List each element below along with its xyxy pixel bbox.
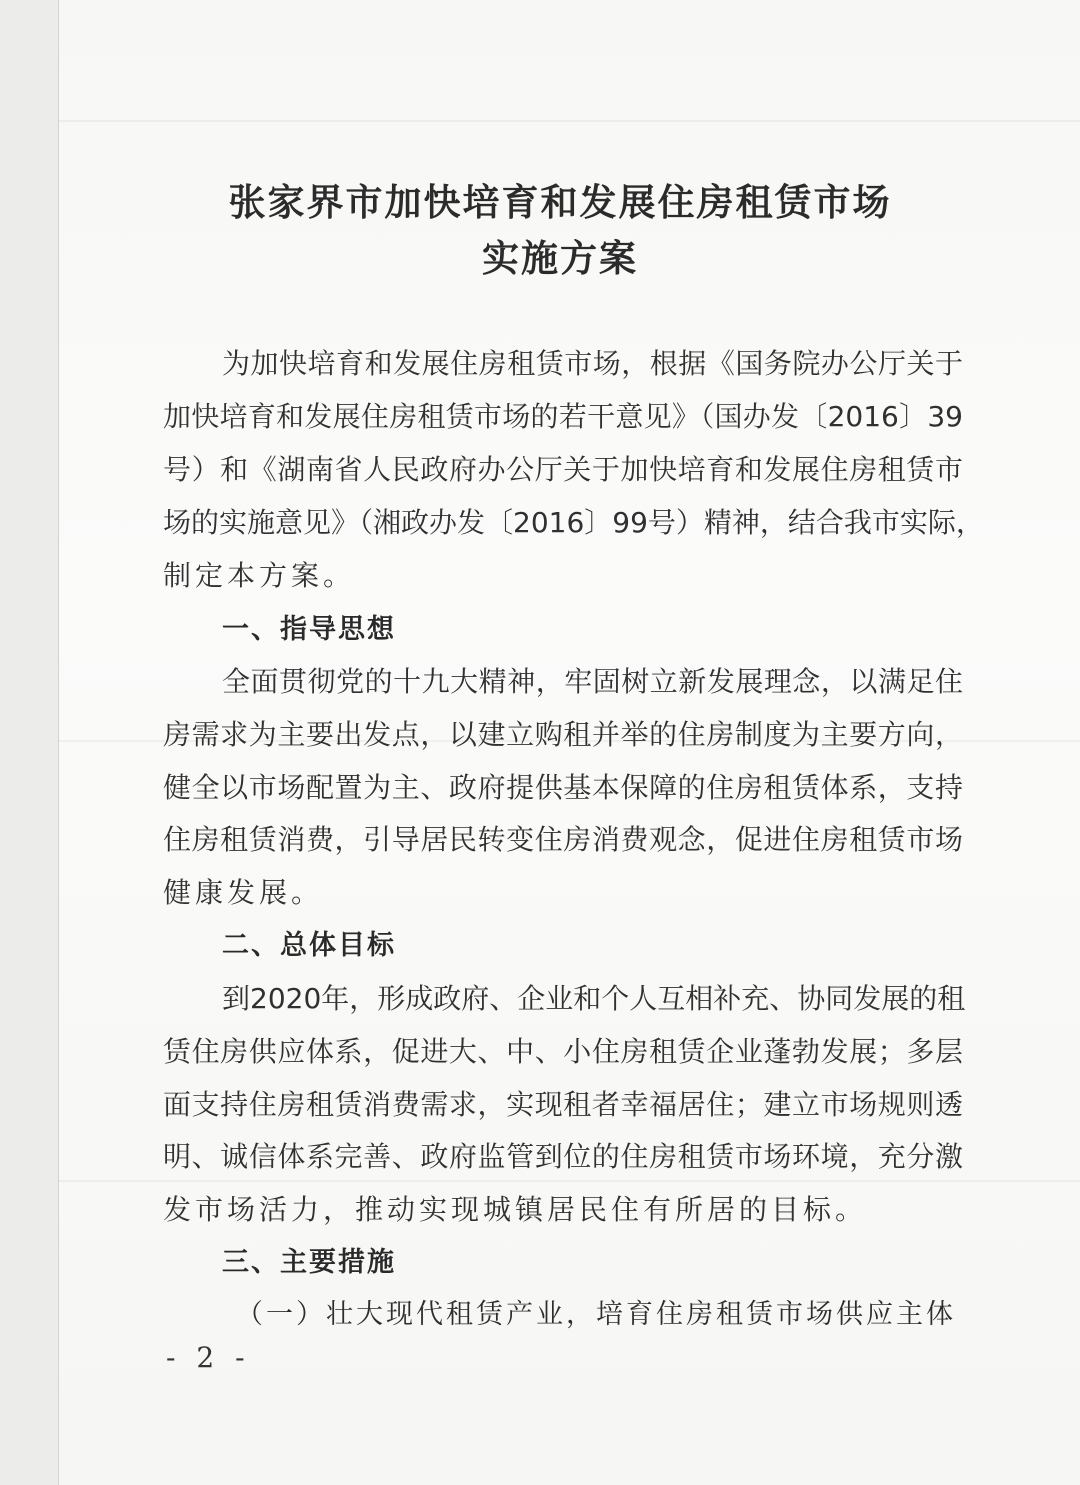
intro-line: 制定本方案。 bbox=[163, 559, 356, 592]
section2-line: 发市场活力，推动实现城镇居民住有所居的目标。 bbox=[163, 1193, 868, 1226]
subsection-heading: （一）壮大现代租赁产业，培育住房租赁市场供应主体 bbox=[236, 1299, 956, 1330]
section-heading-main-measures: 三、主要措施 bbox=[222, 1247, 396, 1278]
paper-crease bbox=[58, 1180, 1080, 1182]
section-heading-overall-goal: 二、总体目标 bbox=[222, 930, 396, 961]
page-binding-edge bbox=[0, 0, 59, 1485]
page-number: - 2 - bbox=[166, 1341, 251, 1374]
section2-line: 到2020年，形成政府、企业和个人互相补充、协同发展的租 bbox=[222, 982, 966, 1015]
section1-line: 住房租赁消费，引导居民转变住房消费观念，促进住房租赁市场 bbox=[163, 823, 963, 856]
section2-line: 赁住房供应体系，促进大、中、小住房租赁企业蓬勃发展；多层 bbox=[163, 1035, 963, 1068]
intro-line: 场的实施意见》（湘政办发〔2016〕99号）精神，结合我市实际， bbox=[163, 506, 984, 539]
intro-line: 加快培育和发展住房租赁市场的若干意见》（国办发〔2016〕39 bbox=[163, 400, 963, 433]
intro-line: 为加快培育和发展住房租赁市场，根据《国务院办公厅关于 bbox=[222, 347, 963, 380]
document-title-line-2: 实施方案 bbox=[482, 236, 638, 280]
section1-line: 房需求为主要出发点，以建立购租并举的住房制度为主要方向， bbox=[163, 718, 963, 751]
section1-line: 全面贯彻党的十九大精神，牢固树立新发展理念，以满足住 bbox=[222, 665, 963, 698]
section1-line: 健康发展。 bbox=[163, 876, 324, 909]
intro-line: 号）和《湖南省人民政府办公厅关于加快培育和发展住房租赁市 bbox=[163, 453, 963, 486]
section2-line: 明、诚信体系完善、政府监管到位的住房租赁市场环境，充分激 bbox=[163, 1140, 963, 1173]
section-heading-guiding-thought: 一、指导思想 bbox=[222, 614, 396, 645]
section2-line: 面支持住房租赁消费需求，实现租者幸福居住；建立市场规则透 bbox=[163, 1088, 963, 1121]
section1-line: 健全以市场配置为主、政府提供基本保障的住房租赁体系，支持 bbox=[163, 771, 963, 804]
paper-crease bbox=[58, 120, 1080, 122]
document-title-line-1: 张家界市加快培育和发展住房租赁市场 bbox=[228, 180, 892, 224]
